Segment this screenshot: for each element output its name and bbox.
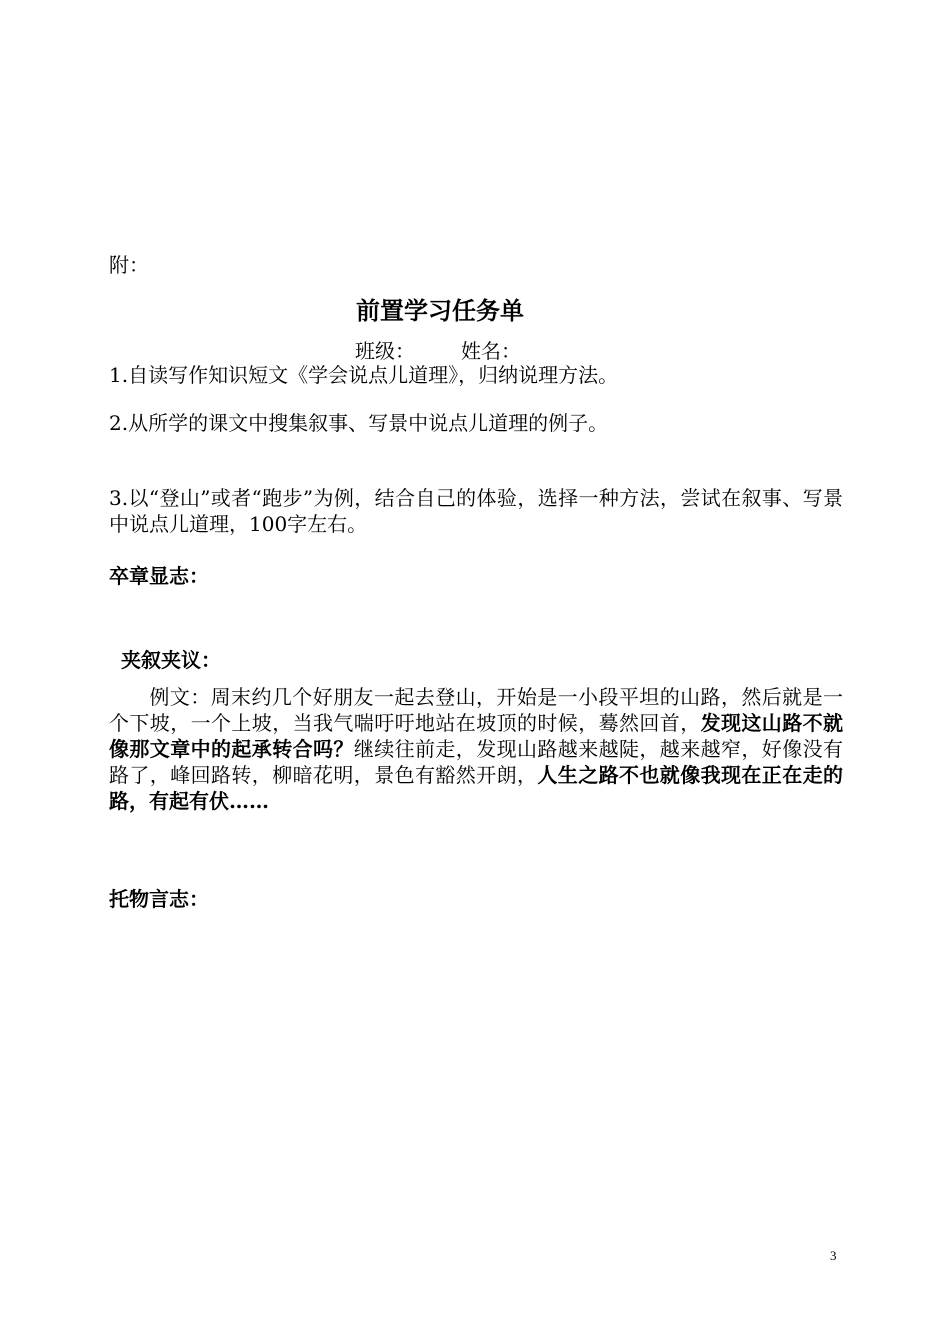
- class-label: 班级：: [355, 339, 415, 363]
- section-heading-tuowu: 托物言志：: [109, 887, 209, 911]
- appendix-label: 附：: [109, 253, 149, 277]
- example-bold-1: 发现这山路不就像那文章中的起承转合吗？: [109, 711, 844, 761]
- task-item-1: 1.自读写作知识短文《学会说点儿道理》，归纳说理方法。: [109, 363, 619, 387]
- class-name-line: [355, 338, 521, 364]
- page-number: 3: [830, 1248, 837, 1263]
- task-item-3: 3.以“登山”或者“跑步”为例，结合自己的体验，选择一种方法，尝试在叙事、写景中说点儿道理，100字左右。: [109, 486, 843, 536]
- task-item-2: 2.从所学的课文中搜集叙事、写景中说点儿道理的例子。: [109, 411, 609, 435]
- section-heading-zhuozhang: 卒章显志：: [109, 564, 209, 588]
- page-title: 前置学习任务单: [356, 296, 524, 325]
- section-heading-jiaxu: 夹叙夹议：: [121, 648, 221, 672]
- example-bold-2: 人生之路不也就像我现在正在走的路，有起有伏……: [109, 763, 844, 813]
- name-label: 姓名：: [461, 339, 521, 363]
- example-paragraph: [109, 684, 843, 814]
- example-text-2: 继续往前走，发现山路越来越陡，越来越窄，好像没有路了，峰回路转，柳暗花明，景色有豁然开朗，: [109, 737, 844, 787]
- example-text-1: 例文：周末约几个好朋友一起去登山，开始是一小段平坦的山路，然后就是一个下坡，一个上坡，当我气喘吁吁地站在坡顶的时候，蓦然回首，: [109, 685, 843, 735]
